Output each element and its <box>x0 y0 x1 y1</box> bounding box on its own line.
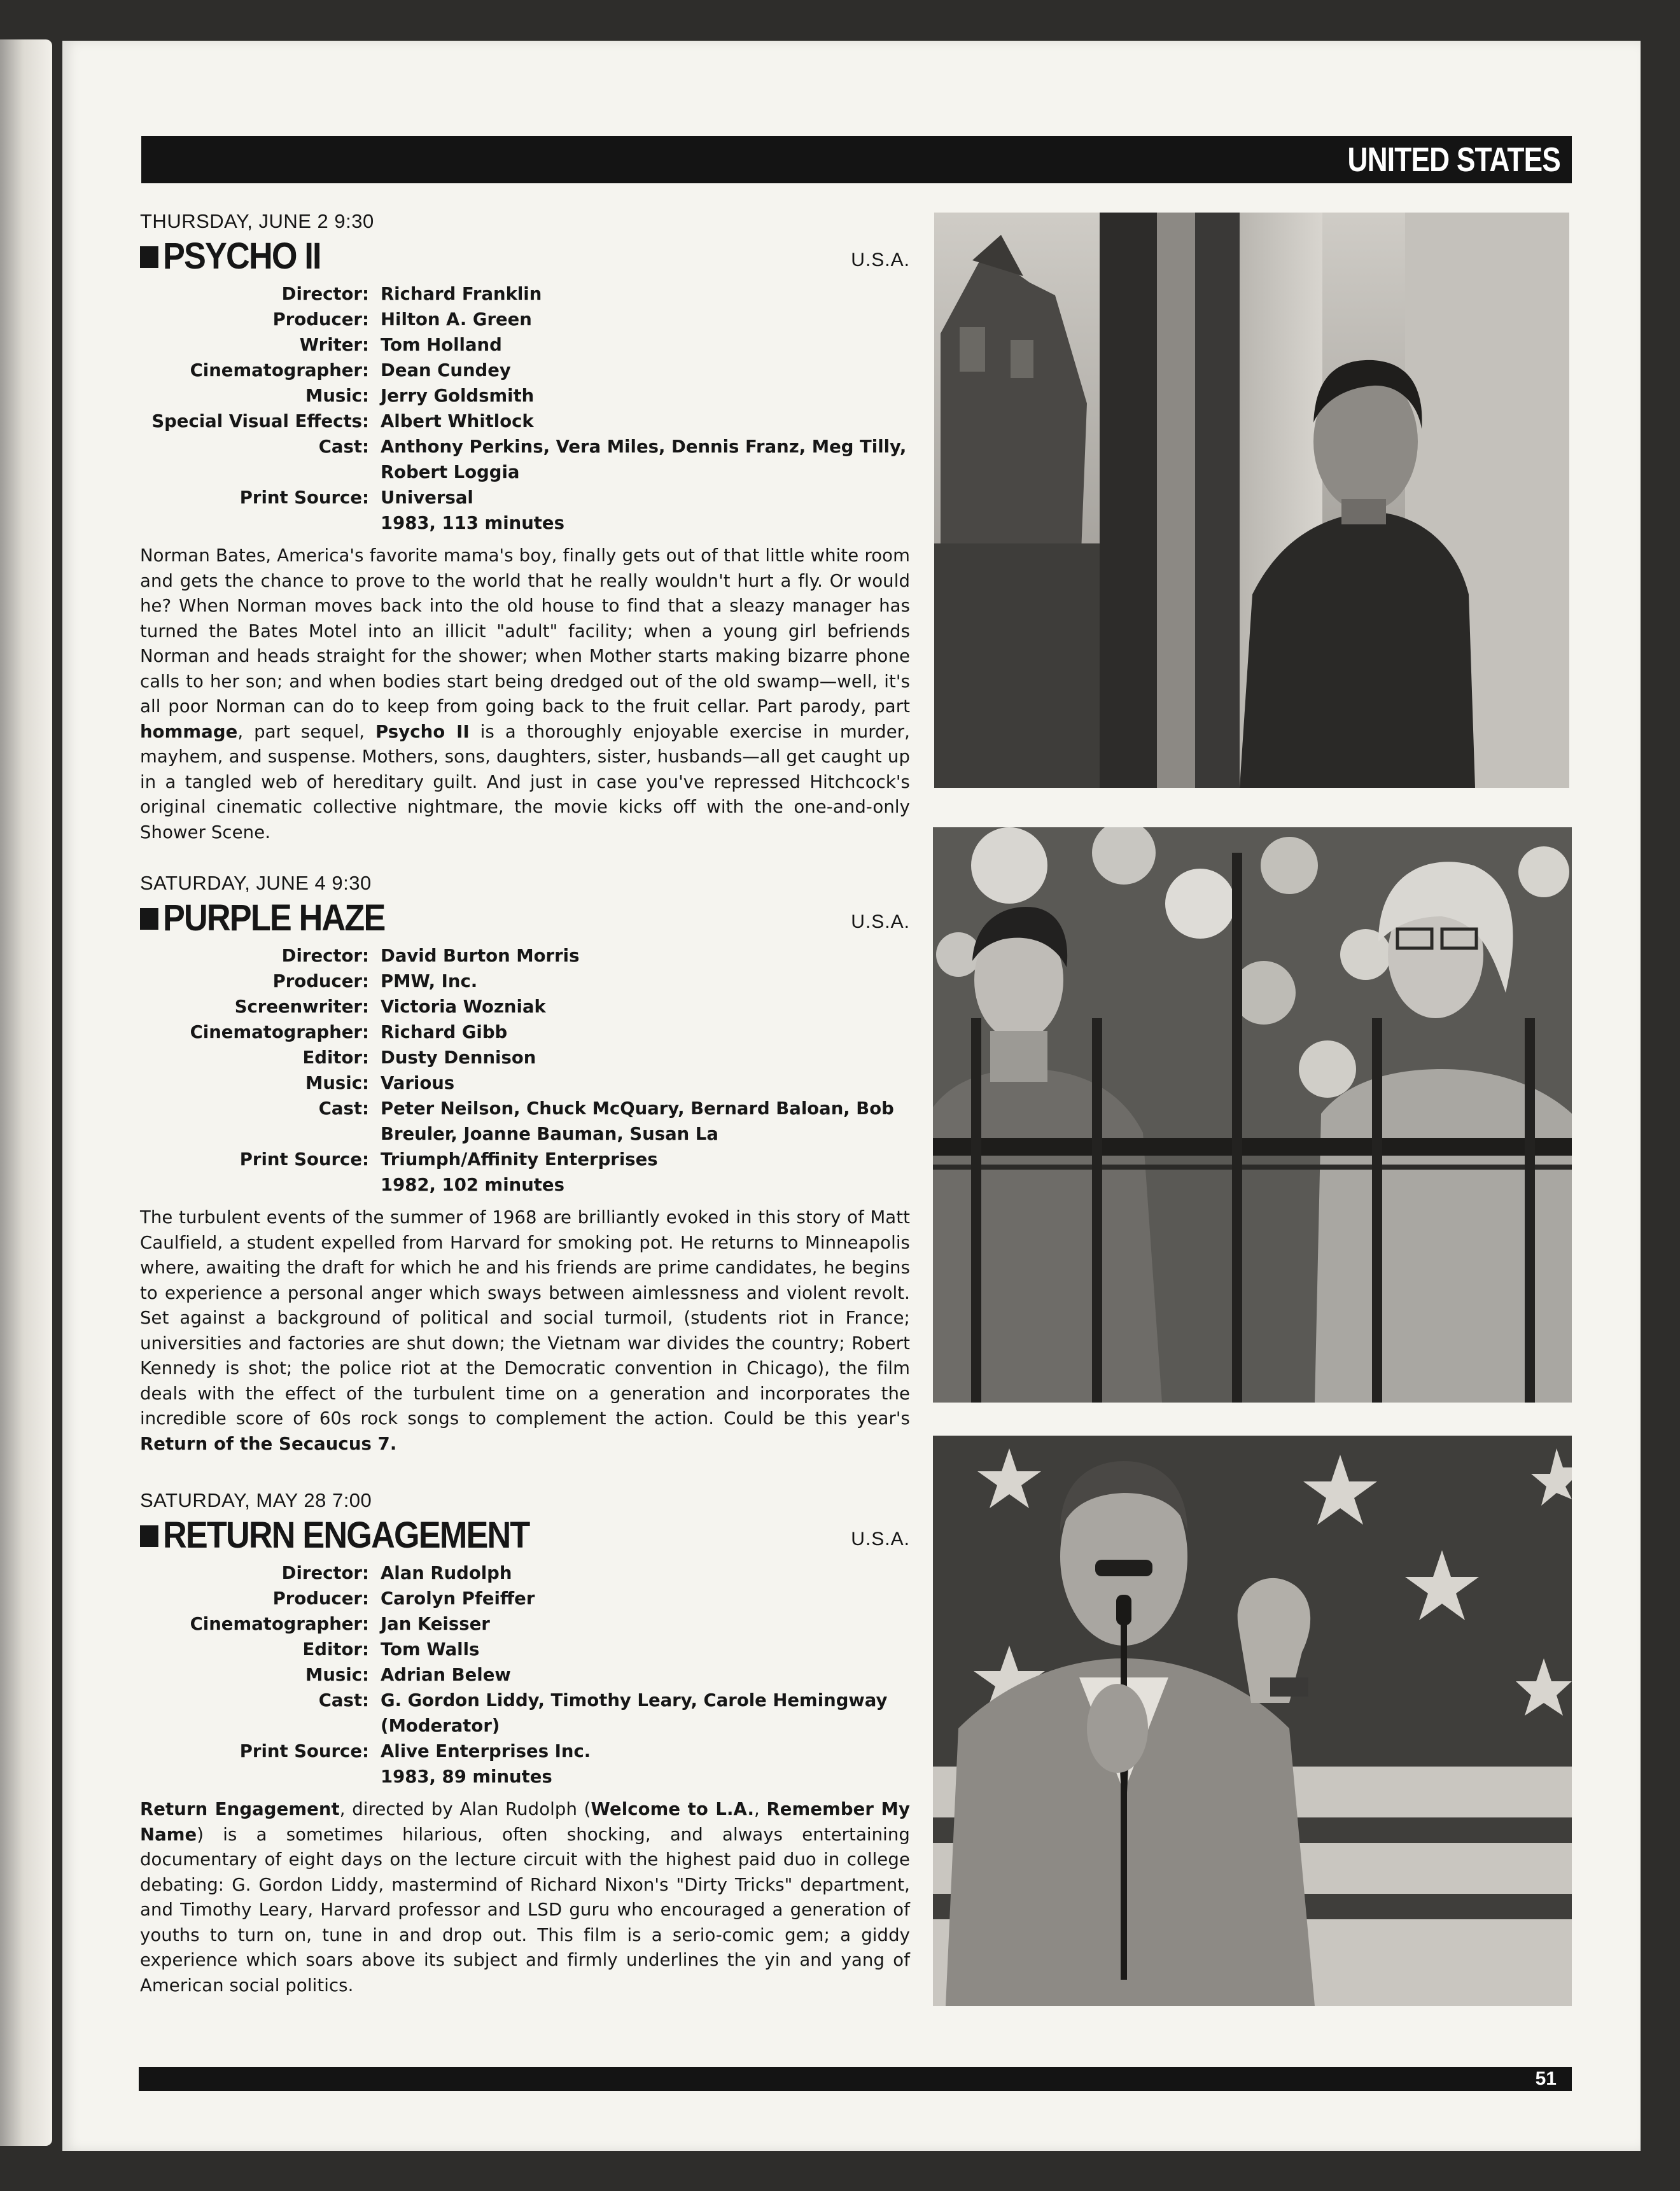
credit-row <box>140 1560 910 1586</box>
credit-value: Anthony Perkins, Vera Miles, Dennis Franz, Meg Tilly, Robert Loggia <box>381 437 907 482</box>
synopsis-text: The turbulent events of the summer of 1968 are brilliantly evoked in this story of Matt Caulfield, a student expelled from Harvard for smoking pot. He returns to Minneapolis where, awaiting the draft for which he and his friends are prime candidates, he begins to experience a personal anger which sways between aimlessness and violent revolt. Set against a background of political and social turmoil, (students riot in France; universities and factories are shut down; the Vietnam war divides the country; Robert Kennedy is shot; the police riot at the Democratic convention in Chicago), the film deals with the effect of the turbulent time on a generation and incorporates the incredible score of 60s rock songs to complement the action. Could be this year's <box>140 1207 910 1429</box>
synopsis-emphasis: Welcome to L.A. <box>591 1799 754 1819</box>
credit-value: Adrian Belew <box>381 1665 511 1685</box>
credit-value: Tom Holland <box>381 335 502 355</box>
film-country: U.S.A. <box>851 911 910 932</box>
synopsis-emphasis: Remember My Name <box>140 1799 911 1845</box>
credits-list <box>140 943 910 1198</box>
credit-row <box>140 1688 910 1739</box>
credit-value: 1983, 89 minutes <box>381 1767 552 1787</box>
synopsis-text: , <box>754 1799 767 1819</box>
credit-role <box>140 510 381 536</box>
synopsis-text: , part sequel, <box>237 721 376 742</box>
credit-value: G. Gordon Liddy, Timothy Leary, Carole Hemingway (Moderator) <box>381 1690 888 1736</box>
credit-role: Music: <box>305 1073 369 1093</box>
credit-value: 1983, 113 minutes <box>381 513 564 533</box>
credit-row <box>140 1586 910 1611</box>
film-title-text: PSYCHO II <box>163 235 321 277</box>
credit-row <box>140 332 910 358</box>
credit-value: Carolyn Pfeiffer <box>381 1588 535 1609</box>
film-title <box>140 897 385 939</box>
screening-date: THURSDAY, JUNE 2 9:30 <box>140 210 374 232</box>
synopsis-emphasis: Return of the Secaucus 7. <box>140 1433 397 1454</box>
credit-value: Victoria Wozniak <box>381 997 546 1017</box>
credit-value: Various <box>381 1073 455 1093</box>
credit-row <box>140 943 910 969</box>
credit-role: Music: <box>305 386 369 406</box>
credit-role: Editor: <box>302 1639 369 1660</box>
credit-value: Albert Whitlock <box>381 411 534 431</box>
credit-role: Print Source: <box>239 487 369 508</box>
credit-row <box>140 307 910 332</box>
film-entry <box>140 209 910 845</box>
credit-row <box>140 969 910 994</box>
credits-list <box>140 1560 910 1789</box>
credit-value: David Burton Morris <box>381 946 580 966</box>
synopsis-emphasis: Psycho II <box>375 721 470 742</box>
credit-role: Producer: <box>272 1588 369 1609</box>
credit-row <box>140 1045 910 1070</box>
credit-row <box>140 434 910 485</box>
credit-row <box>140 409 910 434</box>
credit-role: Cast: <box>318 1690 369 1711</box>
synopsis <box>140 1797 910 1998</box>
credit-role: Producer: <box>272 309 369 330</box>
screening-date: SATURDAY, JUNE 4 9:30 <box>140 872 372 894</box>
credit-role: Cinematographer: <box>190 1022 369 1042</box>
screening-date: SATURDAY, MAY 28 7:00 <box>140 1489 372 1511</box>
film-title <box>140 235 321 277</box>
credit-role: Writer: <box>299 335 369 355</box>
title-bullet-icon <box>140 908 158 930</box>
title-bullet-icon <box>140 1525 158 1547</box>
credit-value: Dusty Dennison <box>381 1047 536 1068</box>
credit-value: Alan Rudolph <box>381 1563 512 1583</box>
credit-row <box>140 1662 910 1688</box>
credit-value: 1982, 102 minutes <box>381 1175 564 1195</box>
film-country: U.S.A. <box>851 1529 910 1550</box>
credit-row <box>140 1147 910 1172</box>
credit-row <box>140 510 910 536</box>
credit-row <box>140 1637 910 1662</box>
credit-row <box>140 1019 910 1045</box>
credit-row <box>140 1096 910 1147</box>
credit-role: Cast: <box>318 1098 369 1119</box>
page-number: 51 <box>1535 2068 1557 2089</box>
film-entry <box>140 871 910 1457</box>
credit-value: Universal <box>381 487 473 508</box>
film-title-text: RETURN ENGAGEMENT <box>163 1515 529 1556</box>
section-region-title: UNITED STATES <box>1347 141 1560 179</box>
credit-role: Producer: <box>272 971 369 991</box>
credit-role: Cast: <box>318 437 369 457</box>
adjacent-page-edge <box>0 39 52 2146</box>
credit-role: Print Source: <box>239 1741 369 1761</box>
footer-bar <box>139 2067 1572 2091</box>
credit-row <box>140 281 910 307</box>
credit-row <box>140 383 910 409</box>
credit-value: Hilton A. Green <box>381 309 532 330</box>
film-entry <box>140 1488 910 1998</box>
credit-row <box>140 485 910 510</box>
credit-value: Triumph/Affinity Enterprises <box>381 1149 658 1170</box>
credit-role: Director: <box>281 1563 369 1583</box>
credit-value: Richard Gibb <box>381 1022 508 1042</box>
credit-role: Editor: <box>302 1047 369 1068</box>
film-title <box>140 1517 529 1554</box>
film-still-purple-haze <box>933 827 1572 1403</box>
credit-role: Special Visual Effects: <box>151 411 369 431</box>
credit-value: Peter Neilson, Chuck McQuary, Bernard Baloan, Bob Breuler, Joanne Bauman, Susan La <box>381 1098 894 1144</box>
credit-row <box>140 1739 910 1764</box>
synopsis <box>140 1205 910 1457</box>
film-country: U.S.A. <box>851 249 910 270</box>
credit-role: Music: <box>305 1665 369 1685</box>
film-title-text: PURPLE HAZE <box>163 897 385 939</box>
credit-value: Dean Cundey <box>381 360 511 381</box>
credit-row <box>140 1611 910 1637</box>
credits-list <box>140 281 910 536</box>
section-header-bar <box>141 136 1572 183</box>
film-still-psycho-ii <box>934 213 1569 788</box>
credit-value: PMW, Inc. <box>381 971 478 991</box>
synopsis-emphasis: Return Engagement <box>140 1799 340 1819</box>
credit-row <box>140 994 910 1019</box>
credit-row <box>140 1172 910 1198</box>
synopsis-text: is a thoroughly enjoyable exercise in murder, mayhem, and suspense. Mothers, sons, daughters, sister, husbands—all get caught up in a tangled web of hereditary guilt. And just in case you've repressed Hitchcock's original cinematic collective nightmare, the movie kicks off with the one-and-only Shower Scene. <box>140 721 910 843</box>
credit-value: Jerry Goldsmith <box>381 386 535 406</box>
credit-role: Print Source: <box>239 1149 369 1170</box>
credit-role: Director: <box>281 284 369 304</box>
credit-value: Richard Franklin <box>381 284 542 304</box>
credit-role: Cinematographer: <box>190 360 369 381</box>
synopsis-text: , directed by Alan Rudolph ( <box>339 1799 591 1819</box>
synopsis-text: Norman Bates, America's favorite mama's boy, finally gets out of that little white room and gets the chance to prove to the world that he really wouldn't hurt a fly. Or would he? When Norman moves back into the old house to find that a sleazy manager has turned the Bates Motel into an illicit "adult" facility; when a young girl befriends Norman and heads straight for the shower; when Mother starts making bizarre phone calls to her son; and when bodies start being dredged out of the old swamp—well, it's all poor Norman can do to keep from going back to the fruit cellar. Part parody, part <box>140 545 910 717</box>
credit-role: Cinematographer: <box>190 1614 369 1634</box>
credit-value: Jan Keisser <box>381 1614 490 1634</box>
title-bullet-icon <box>140 246 158 268</box>
film-still-return-engagement <box>933 1436 1572 2006</box>
credit-role: Director: <box>281 946 369 966</box>
credit-value: Tom Walls <box>381 1639 480 1660</box>
credit-row <box>140 1764 910 1789</box>
credit-row <box>140 1070 910 1096</box>
credit-role <box>140 1764 381 1789</box>
synopsis-text: ) is a sometimes hilarious, often shocking, and always entertaining documentary of eight days on the lecture circuit with the highest paid duo in college debating: G. Gordon Liddy, mastermind of Richard Nixon's "Dirty Tricks" department, and Timothy Leary, Harvard professor and LSD guru who encouraged a generation of youths to turn on, tune in and drop out. This film is a serio-comic gem; a giddy experience which soars above its subject and firmly underlines the yin and yang of American social politics. <box>140 1824 910 1996</box>
synopsis-emphasis: hommage <box>140 721 238 742</box>
synopsis <box>140 543 910 845</box>
credit-value: Alive Enterprises Inc. <box>381 1741 591 1761</box>
credit-row <box>140 358 910 383</box>
credit-role: Screenwriter: <box>234 997 369 1017</box>
credit-role <box>140 1172 381 1198</box>
